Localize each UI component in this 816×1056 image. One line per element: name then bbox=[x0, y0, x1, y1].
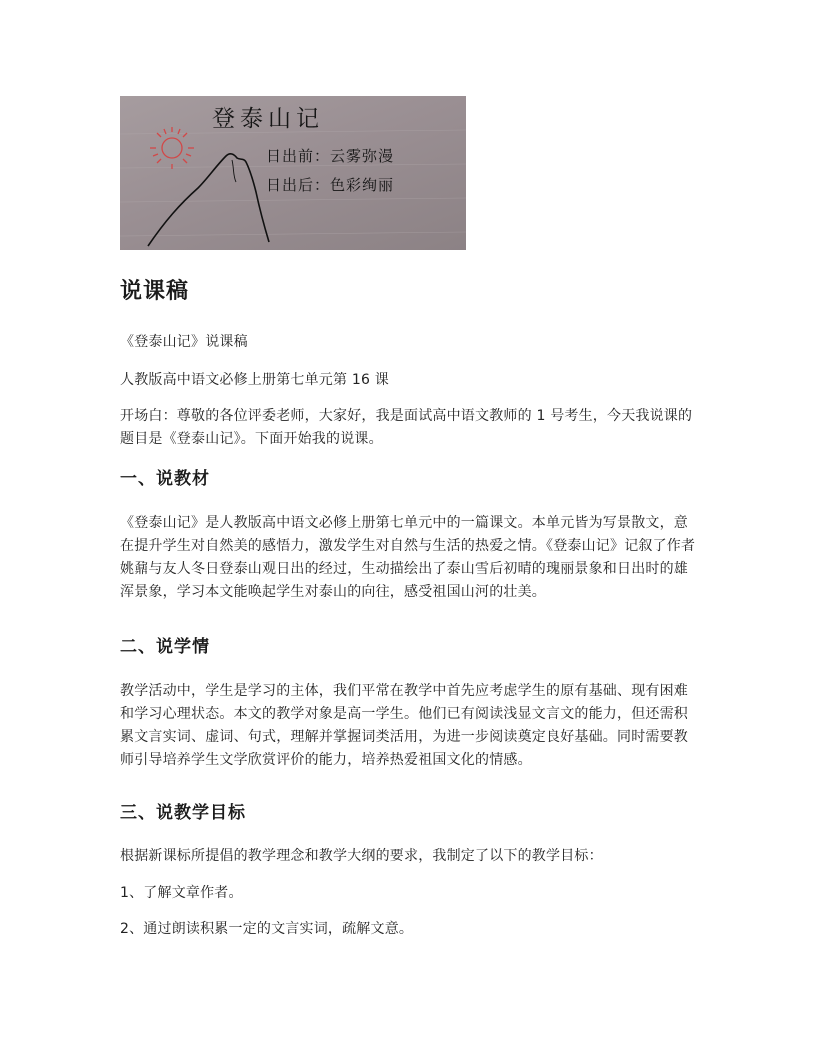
section-heading-textbook: 一、说教材 bbox=[120, 469, 210, 489]
goal-item: 2、通过朗读积累一定的文言实词，疏解文意。 bbox=[120, 921, 414, 937]
section-body-objectives: 根据新课标所提倡的教学理念和教学大纲的要求，我制定了以下的教学目标： bbox=[120, 848, 603, 864]
note-line-after-sunrise: 日出后：色彩绚丽 bbox=[266, 176, 395, 194]
section-body-textbook: 《登泰山记》是人教版高中语文必修上册第七单元中的一篇课文。本单元皆为写景散文，意在提升学生对自然美的感悟力，激发学生对自然与生活的热爱之情。《登泰山记》记叙了作者姚鼐与友人冬日登泰山观日出的经过，生动描绘出了泰山雪后初晴的瑰丽景象和日出时的雄浑景象，学习本文能唤起学生对泰山的向往，感受祖国山河的壮美。 bbox=[120, 515, 696, 600]
section-heading-objectives: 三、说教学目标 bbox=[120, 803, 246, 823]
section-heading-students: 二、说学情 bbox=[120, 637, 210, 657]
handwritten-note-image bbox=[120, 96, 466, 250]
document-heading: 说课稿 bbox=[120, 279, 190, 304]
textbook-reference: 人教版高中语文必修上册第七单元第 16 课 bbox=[120, 372, 389, 388]
note-line-before-sunrise: 日出前：云雾弥漫 bbox=[266, 147, 395, 165]
note-title: 登泰山记 bbox=[212, 106, 324, 132]
opening-paragraph: 开场白：尊敬的各位评委老师，大家好，我是面试高中语文教师的 1 号考生，今天我说课的题目是《登泰山记》。下面开始我的说课。 bbox=[120, 408, 693, 447]
mountain-detail-drawing bbox=[232, 160, 236, 182]
section-body-students: 教学活动中，学生是学习的主体，我们平常在教学中首先应考虑学生的原有基础、现有困难和学习心理状态。本文的教学对象是高一学生。他们已有阅读浅显文言文的能力，但还需积累文言实词、虚词、句式，理解并掌握词类活用，为进一步阅读奠定良好基础。同时需要教师引导培养学生文学欣赏评价的能力，培养热爱祖国文化的情感。 bbox=[120, 683, 688, 768]
note-illustration bbox=[120, 96, 466, 250]
lesson-subtitle: 《登泰山记》说课稿 bbox=[120, 334, 248, 350]
goal-item: 1、了解文章作者。 bbox=[120, 885, 243, 901]
